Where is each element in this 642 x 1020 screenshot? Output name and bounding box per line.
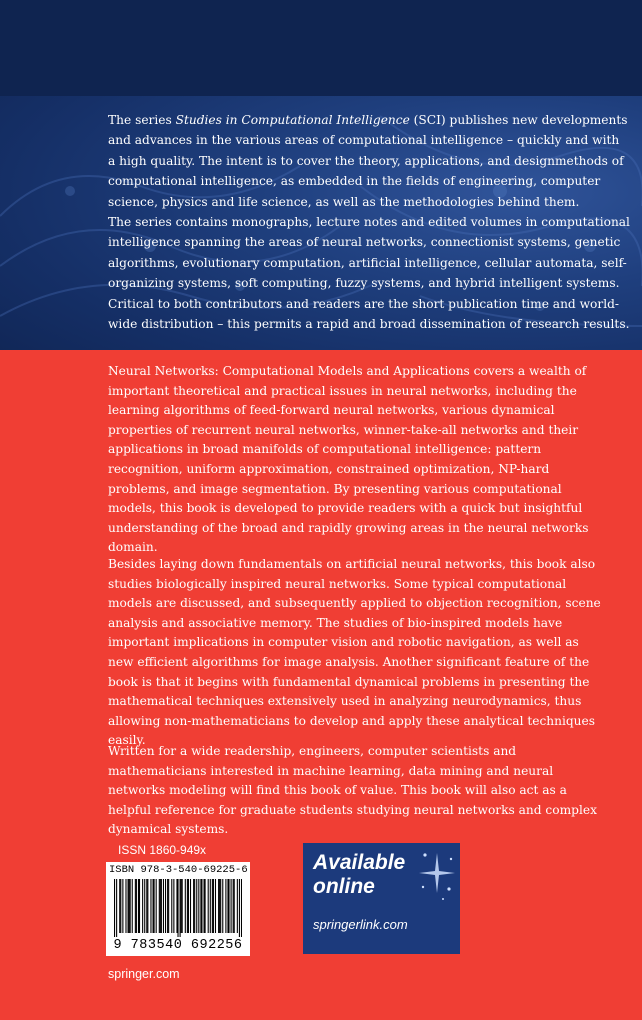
barcode-bar	[185, 879, 186, 933]
barcode-bar	[122, 879, 123, 933]
barcode-bar	[215, 879, 216, 933]
issn-label: ISSN 1860-949x	[118, 843, 207, 857]
barcode-bar	[130, 879, 131, 933]
barcode-bar	[167, 879, 168, 933]
barcode-bar	[116, 879, 117, 937]
barcode-bar	[196, 879, 197, 933]
barcode-bar	[219, 879, 220, 933]
available-online-badge[interactable]	[303, 843, 460, 954]
available-title-line-1: Available	[313, 851, 406, 874]
barcode-bar	[212, 879, 213, 933]
barcode-bar	[210, 879, 211, 933]
description-paragraph-1: Neural Networks: Computational Models and Applications covers a wealth of important theoretical and practical issues in neural networks, including the learning algorithms of feed-forward neural networks, various dynamical properties of recurrent neural networks, winner-take-all networks and their applications in broad manifolds of computational intelligence: pattern recognition, uniform approximation, constrained optimization, NP-hard problems, and image segmentation. By presenting various computational models, this book is developed to provide readers with a quick but insightful understanding of the broad and rapidly growing areas in the neural networks domain.	[108, 364, 589, 555]
barcode-bar	[156, 879, 157, 933]
barcode-bar	[198, 879, 199, 933]
barcode-bar	[208, 879, 209, 933]
barcode-bar	[147, 879, 148, 933]
barcode-bar	[241, 879, 242, 937]
springerlink-link[interactable]: springerlink.com	[313, 917, 408, 932]
description-paragraph-3: Written for a wide readership, engineers, computer scientists and mathematicians interested in machine learning, data mining and neural networks modeling will find this book of value. This book will also act as a helpful reference for graduate students studying neural networks and complex dynamical systems.	[108, 744, 597, 837]
barcode-bar	[225, 879, 226, 933]
barcode-bar	[218, 879, 219, 933]
barcode-bar	[119, 879, 120, 933]
barcode-bar	[233, 879, 234, 933]
barcode-bar	[237, 879, 238, 933]
series-paragraph-1-rest: (SCI) publishes new developments and advances in the various areas of computational intelligence – quickly and with a high quality. The intent is to cover the theory, applications, and designmethods of computational intelligence, as embedded in the fields of engineering, computer science, physics and life science, as well as the methodologies behind them.	[108, 113, 628, 209]
barcode-bar	[125, 879, 126, 933]
barcode-bar	[239, 879, 240, 937]
available-online-title	[313, 851, 453, 899]
barcode-bar	[201, 879, 202, 933]
barcode-bar	[159, 879, 160, 933]
top-dark-strip	[0, 0, 642, 96]
barcode-bar	[194, 879, 195, 933]
series-title: Studies in Computational Intelligence	[175, 113, 410, 127]
barcode-bar	[136, 879, 137, 933]
isbn-barcode	[106, 862, 250, 956]
series-paragraph-1	[108, 110, 630, 212]
series-description	[108, 110, 630, 334]
barcode-bar	[182, 879, 183, 933]
barcode-bar	[228, 879, 229, 933]
barcode-bars	[114, 879, 242, 937]
barcode-bar	[234, 879, 235, 933]
barcode-bar	[187, 879, 188, 933]
barcode-bar	[222, 879, 223, 933]
barcode-bar	[120, 879, 121, 933]
barcode-bar	[154, 879, 155, 933]
barcode-bar	[138, 879, 139, 933]
barcode-bar	[146, 879, 147, 933]
barcode-bar	[142, 879, 143, 933]
barcode-bar	[180, 879, 181, 937]
barcode-bar	[161, 879, 162, 933]
barcode-bar	[200, 879, 201, 933]
barcode-bar	[129, 879, 130, 933]
barcode-bar	[132, 879, 133, 933]
barcode-bar	[168, 879, 169, 933]
barcode-bar	[227, 879, 228, 933]
barcode-bar	[139, 879, 140, 933]
barcode-bar	[193, 879, 194, 933]
publisher-url[interactable]: springer.com	[108, 967, 180, 981]
description-paragraph-2: Besides laying down fundamentals on artificial neural networks, this book also studies biologically inspired neural networks. Some typical computational models are discussed, and subsequently applied to objection recognition, scene analysis and associative memory. The studies of bio-inspired models have important implications in computer vision and robotic navigation, as well as new efficient algorithms for image analysis. Another significant feature of the book is that it begins with fundamental dynamical problems in presenting the mathematical techniques extensively used in analyzing neurodynamics, thus allowing non-mathematicians to develop and apply these analytical techniques easily.	[108, 557, 601, 748]
barcode-bar	[150, 879, 151, 933]
isbn-label: ISBN 978-3-540-69225-6	[109, 864, 248, 876]
barcode-bar	[171, 879, 172, 933]
book-description-band	[0, 350, 642, 1020]
barcode-bar	[165, 879, 166, 933]
barcode-bar	[190, 879, 191, 933]
barcode-bar	[144, 879, 145, 933]
barcode-bar	[163, 879, 164, 933]
barcode-bar	[128, 879, 129, 933]
available-title-line-2: online	[313, 875, 375, 898]
series-paragraph-2: The series contains monographs, lecture notes and edited volumes in computational intelligence spanning the areas of neural networks, connectionist systems, genetic algorithms, evolutionary computation, artificial intelligence, cellular automata, self-organizing systems, soft computing, fuzzy systems, and hybrid intelligent systems. Critical to both contributors and readers are the short publication time and world-wide distribution – this permits a rapid and broad dissemination of research results.	[108, 215, 630, 332]
barcode-bar	[114, 879, 115, 937]
barcode-bar	[213, 879, 214, 933]
barcode-bar	[177, 879, 178, 937]
barcode-bar	[153, 879, 154, 933]
barcode-bar	[204, 879, 205, 933]
barcode-digits: 9 783540 692256	[113, 938, 243, 953]
series-band	[0, 0, 642, 350]
barcode-bar	[176, 879, 177, 933]
barcode-bar	[181, 879, 182, 933]
barcode-bar	[173, 879, 174, 933]
barcode-bar	[220, 879, 221, 933]
barcode-bar	[135, 879, 136, 933]
barcode-bar	[231, 879, 232, 933]
series-intro: The series	[108, 113, 176, 127]
barcode-bar	[160, 879, 161, 933]
barcode-bar	[188, 879, 189, 933]
barcode-bar	[205, 879, 206, 933]
